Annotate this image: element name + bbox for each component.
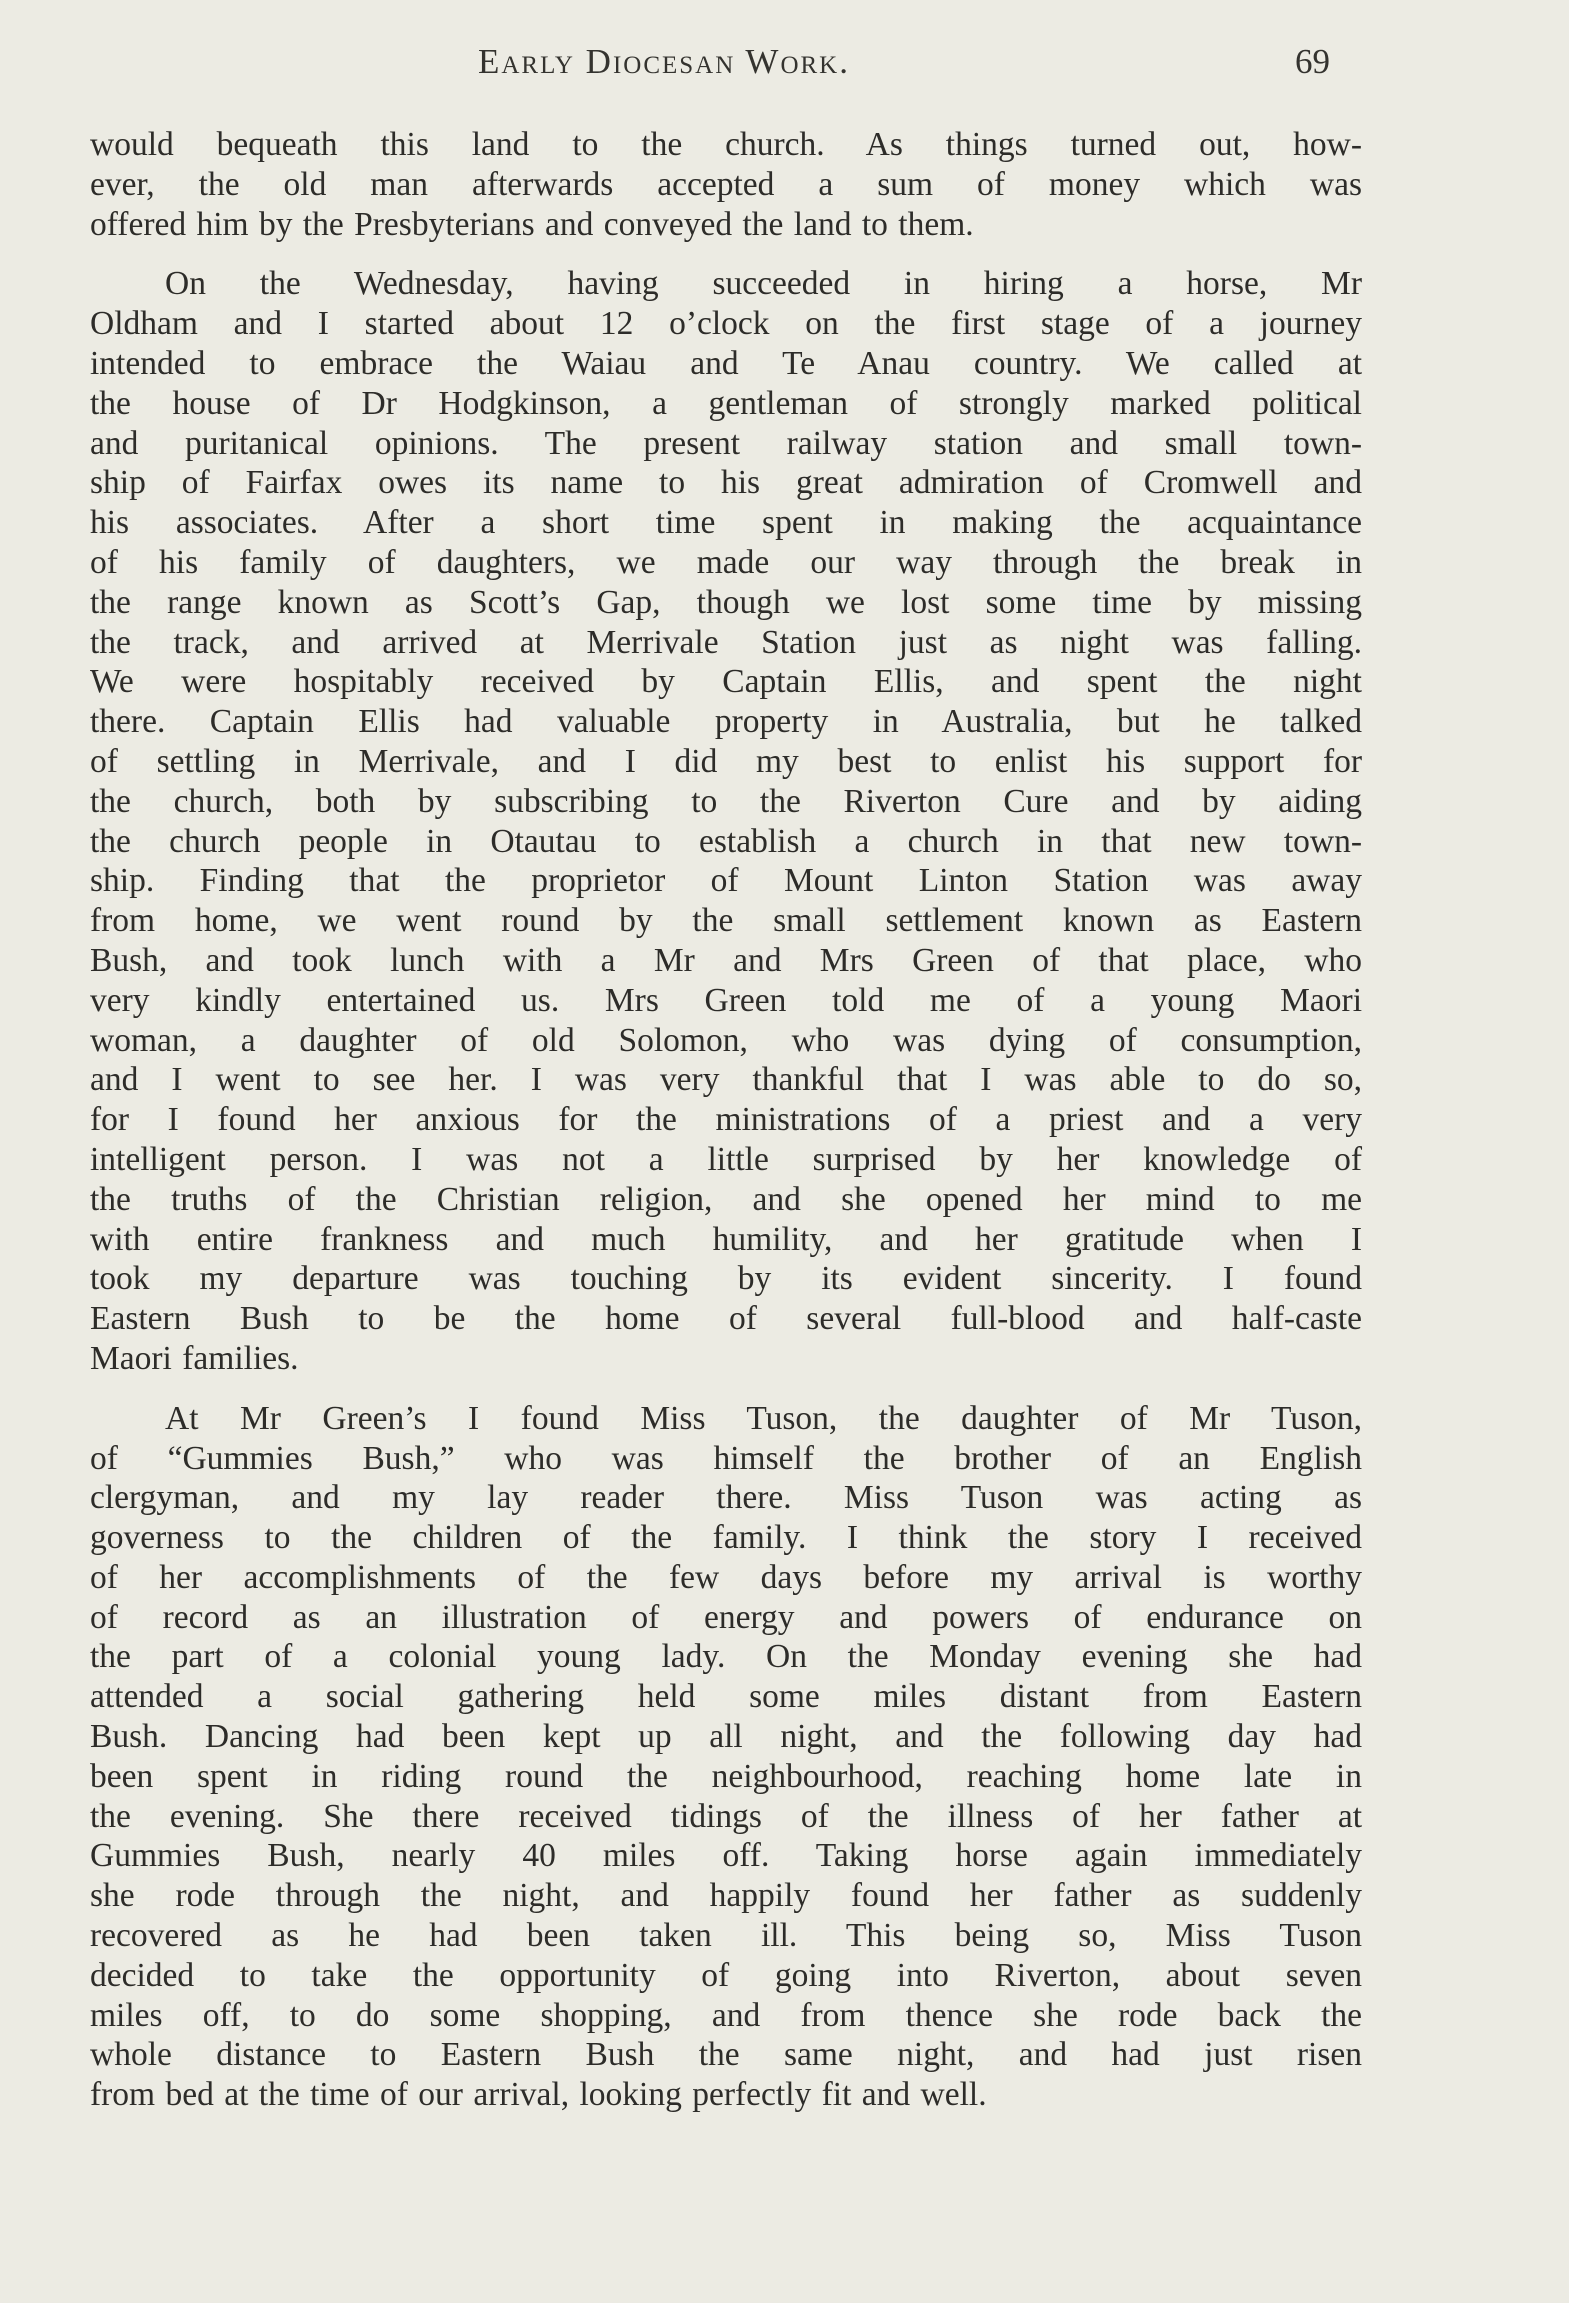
text-line: miles off, to do some shopping, and from thence she rode back the bbox=[90, 1996, 1362, 2034]
text-line: Gummies Bush, nearly 40 miles off. Taking horse again immediately bbox=[90, 1837, 1362, 1875]
text-line: whole distance to Eastern Bush the same night, and had just risen bbox=[90, 2036, 1362, 2074]
text-line: On the Wednesday, having succeeded in hiring a horse, Mr bbox=[165, 265, 1362, 303]
text-line: of “Gummies Bush,” who was himself the brother of an English bbox=[90, 1439, 1362, 1477]
text-line: At Mr Green’s I found Miss Tuson, the daughter of Mr Tuson, bbox=[165, 1399, 1362, 1437]
paragraph bbox=[90, 125, 1362, 244]
text-line: recovered as he had been taken ill. This being so, Miss Tuson bbox=[90, 1917, 1362, 1955]
text-line: of her accomplishments of the few days before my arrival is worthy bbox=[90, 1558, 1362, 1596]
text-line: offered him by the Presbyterians and conveyed the land to them. bbox=[90, 205, 974, 243]
text-line: Eastern Bush to be the home of several full-blood and half-caste bbox=[90, 1300, 1362, 1338]
text-line: for I found her anxious for the ministrations of a priest and a very bbox=[90, 1101, 1362, 1139]
text-line: Bush. Dancing had been kept up all night, and the following day had bbox=[90, 1718, 1362, 1756]
text-line: would bequeath this land to the church. As things turned out, how- bbox=[90, 126, 1362, 163]
text-line: attended a social gathering held some miles distant from Eastern bbox=[90, 1678, 1362, 1716]
text-line: with entire frankness and much humility, and her gratitude when I bbox=[90, 1220, 1362, 1258]
page-number: 69 bbox=[1295, 42, 1330, 81]
text-line: ship. Finding that the proprietor of Mount Linton Station was away bbox=[90, 862, 1362, 900]
text-line: Bush, and took lunch with a Mr and Mrs Green of that place, who bbox=[90, 941, 1362, 979]
text-line: and I went to see her. I was very thankful that I was able to do so, bbox=[90, 1061, 1362, 1099]
running-title: Early Diocesan Work. bbox=[478, 42, 850, 81]
paragraph bbox=[90, 264, 1362, 1378]
text-line: ever, the old man afterwards accepted a sum of money which was bbox=[90, 165, 1362, 203]
text-line: the church people in Otautau to establish a church in that new town- bbox=[90, 822, 1362, 860]
text-line: governess to the children of the family. I think the story I received bbox=[90, 1519, 1362, 1557]
text-line: the range known as Scott’s Gap, though we lost some time by missing bbox=[90, 583, 1362, 621]
text-line: Oldham and I started about 12 o’clock on the first stage of a journey bbox=[90, 305, 1362, 343]
text-line: of his family of daughters, we made our way through the break in bbox=[90, 543, 1362, 581]
text-line: woman, a daughter of old Solomon, who was dying of consumption, bbox=[90, 1021, 1362, 1059]
text-line: the track, and arrived at Merrivale Station just as night was falling. bbox=[90, 623, 1362, 661]
text-line: from bed at the time of our arrival, looking perfectly fit and well. bbox=[90, 2076, 987, 2114]
paragraph bbox=[90, 1399, 1362, 2115]
body-text bbox=[90, 125, 1362, 2115]
running-head bbox=[0, 42, 1569, 92]
text-line: took my departure was touching by its evident sincerity. I found bbox=[90, 1260, 1362, 1298]
text-line: very kindly entertained us. Mrs Green told me of a young Maori bbox=[90, 981, 1362, 1019]
text-line: Maori families. bbox=[90, 1339, 299, 1377]
text-line: his associates. After a short time spent in making the acquaintance bbox=[90, 504, 1362, 542]
text-line: intelligent person. I was not a little surprised by her knowledge of bbox=[90, 1140, 1362, 1178]
text-line: of settling in Merrivale, and I did my best to enlist his support for bbox=[90, 742, 1362, 780]
text-line: clergyman, and my lay reader there. Miss Tuson was acting as bbox=[90, 1479, 1362, 1517]
text-line: of record as an illustration of energy and powers of endurance on bbox=[90, 1598, 1362, 1636]
text-line: been spent in riding round the neighbourhood, reaching home late in bbox=[90, 1757, 1362, 1795]
text-line: We were hospitably received by Captain Ellis, and spent the night bbox=[90, 663, 1362, 701]
text-line: the part of a colonial young lady. On the Monday evening she had bbox=[90, 1638, 1362, 1676]
text-line: the truths of the Christian religion, and she opened her mind to me bbox=[90, 1180, 1362, 1218]
text-line: decided to take the opportunity of going into Riverton, about seven bbox=[90, 1956, 1362, 1994]
text-line: the evening. She there received tidings of the illness of her father at bbox=[90, 1797, 1362, 1835]
text-line: the church, both by subscribing to the Riverton Cure and by aiding bbox=[90, 782, 1362, 820]
text-line: she rode through the night, and happily found her father as suddenly bbox=[90, 1877, 1362, 1915]
text-line: from home, we went round by the small settlement known as Eastern bbox=[90, 902, 1362, 940]
text-line: ship of Fairfax owes its name to his great admiration of Cromwell and bbox=[90, 464, 1362, 502]
text-line: intended to embrace the Waiau and Te Anau country. We called at bbox=[90, 344, 1362, 382]
text-line: there. Captain Ellis had valuable property in Australia, but he talked bbox=[90, 703, 1362, 741]
text-line: and puritanical opinions. The present railway station and small town- bbox=[90, 424, 1362, 462]
text-line: the house of Dr Hodgkinson, a gentleman of strongly marked political bbox=[90, 384, 1362, 422]
